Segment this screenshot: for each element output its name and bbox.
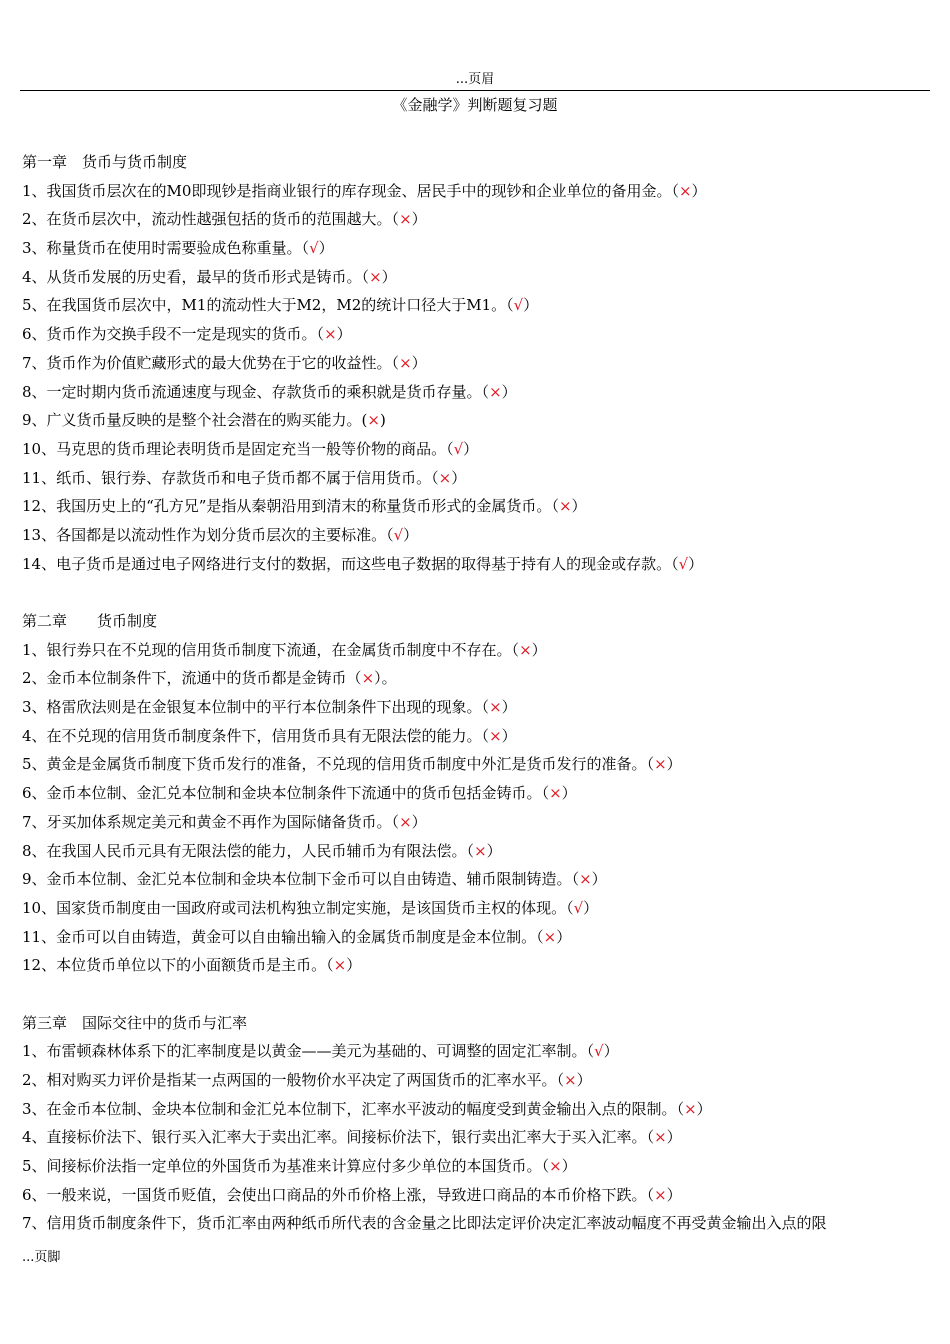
question-text: 6、货币作为交换手段不一定是现实的货币。 bbox=[22, 325, 317, 344]
answer-mark: × bbox=[324, 325, 337, 344]
answer-mark: × bbox=[369, 267, 382, 286]
question-item bbox=[22, 1037, 932, 1066]
question-text: 13、各国都是以流动性作为划分货币层次的主要标准。 bbox=[22, 525, 387, 544]
question-item bbox=[22, 894, 932, 923]
answer-bracket: ） bbox=[531, 640, 547, 659]
question-text: 2、在货币层次中，流动性越强包括的货币的范围越大。 bbox=[22, 210, 392, 229]
answer-bracket: ） bbox=[576, 1071, 592, 1089]
question-text: 3、在金币本位制、金块本位制和金汇兑本位制下，汇率水平波动的幅度受到黄金输出入点的限制。 bbox=[22, 1099, 677, 1118]
answer-mark: × bbox=[654, 1185, 667, 1204]
question-item bbox=[22, 205, 932, 234]
document-title: 《金融学》判断题复习题 bbox=[392, 96, 558, 114]
answer-bracket: （ bbox=[506, 296, 514, 315]
question-item bbox=[22, 1095, 932, 1124]
answer-bracket: （ bbox=[541, 784, 550, 803]
answer-mark: √ bbox=[594, 1042, 604, 1061]
question-text: 12、我国历史上的“孔方兄”是指从秦朝沿用到清末的称量货币形式的金属货币。 bbox=[22, 497, 552, 516]
answer-mark: × bbox=[489, 698, 502, 717]
question-text: 6、一般来说，一国货币贬值，会使出口商品的外币价格上涨，导致进口商品的本币价格下跌。 bbox=[22, 1185, 647, 1204]
answer-mark: √ bbox=[453, 439, 464, 458]
question-text: 4、在不兑现的信用货币制度条件下，信用货币具有无限法偿的能力。 bbox=[22, 726, 482, 745]
question-text: 3、称量货币在使用时需要验成色称重量。 bbox=[22, 239, 302, 258]
question-item bbox=[22, 521, 932, 550]
answer-mark: √ bbox=[513, 296, 524, 315]
answer-bracket: （ bbox=[566, 898, 574, 917]
question-text: 5、间接标价法指一定单位的外国货币为基准来计算应付多少单位的本国货币。 bbox=[22, 1157, 542, 1176]
question-text: 5、在我国货币层次中，M1的流动性大于M2，M2的统计口径大于M1。 bbox=[22, 296, 507, 315]
answer-bracket: （ bbox=[346, 669, 362, 688]
answer-mark: × bbox=[399, 353, 412, 372]
answer-bracket: （ bbox=[676, 1099, 685, 1118]
answer-bracket: ( bbox=[361, 411, 368, 430]
question-text: 2、金币本位制条件下，流通中的货币都是金铸币 bbox=[22, 669, 347, 688]
question-text: 1、银行券只在不兑现的信用货币制度下流通，在金属货币制度中不存在。 bbox=[22, 640, 512, 659]
section-gap bbox=[22, 578, 932, 607]
page-header: ...页眉 bbox=[455, 72, 495, 87]
answer-bracket: ） bbox=[463, 439, 479, 458]
question-text: 9、广义货币量反映的是整个社会潜在的购买能力。 bbox=[22, 411, 362, 430]
question-item bbox=[22, 664, 932, 693]
answer-bracket: ) bbox=[379, 411, 386, 430]
answer-mark: × bbox=[564, 1071, 577, 1089]
question-item bbox=[22, 320, 932, 349]
chapter-heading: 第三章 国际交往中的货币与汇率 bbox=[22, 1013, 248, 1032]
answer-mark: × bbox=[399, 210, 412, 229]
answer-mark: × bbox=[489, 726, 502, 745]
answer-bracket: ） bbox=[556, 927, 572, 946]
answer-bracket: ） bbox=[666, 1185, 682, 1204]
question-text: 8、一定时期内货币流通速度与现金、存款货币的乘积就是货币存量。 bbox=[22, 382, 482, 401]
answer-bracket: （ bbox=[391, 812, 400, 831]
answer-mark: √ bbox=[393, 525, 404, 544]
question-item bbox=[22, 951, 932, 980]
answer-bracket: ） bbox=[523, 296, 539, 315]
answer-mark: × bbox=[549, 1157, 562, 1176]
question-item bbox=[22, 349, 932, 378]
answer-mark: × bbox=[367, 411, 380, 430]
question-text: 1、布雷顿森林体系下的汇率制度是以黄金——美元为基础的、可调整的固定汇率制。 bbox=[22, 1042, 587, 1061]
answer-bracket: （ bbox=[431, 468, 439, 487]
answer-bracket: ） bbox=[591, 870, 607, 889]
section-gap bbox=[22, 980, 932, 1009]
question-text: 7、货币作为价值贮藏形式的最大优势在于它的收益性。 bbox=[22, 353, 392, 372]
question-item bbox=[22, 722, 932, 751]
question-text: 8、在我国人民币元具有无限法偿的能力，人民币辅币为有限法偿。 bbox=[22, 841, 467, 860]
question-text: 10、国家货币制度由一国政府或司法机构独立制定实施，是该国货币主权的体现。 bbox=[22, 898, 567, 917]
question-item bbox=[22, 693, 932, 722]
answer-bracket: （ bbox=[466, 841, 475, 860]
question-item bbox=[22, 837, 932, 866]
question-item bbox=[22, 464, 932, 493]
question-item bbox=[22, 1209, 932, 1238]
answer-bracket: （ bbox=[646, 755, 655, 774]
answer-bracket: ） bbox=[561, 784, 577, 803]
answer-mark: √ bbox=[573, 898, 584, 917]
answer-bracket: （ bbox=[481, 698, 490, 717]
answer-bracket: ） bbox=[346, 956, 362, 975]
answer-bracket: （ bbox=[646, 1128, 655, 1147]
answer-bracket: （ bbox=[671, 181, 679, 200]
answer-bracket: ） bbox=[688, 554, 704, 573]
answer-mark: × bbox=[654, 1128, 667, 1147]
question-item bbox=[22, 378, 932, 407]
answer-bracket: ） bbox=[501, 382, 517, 401]
answer-bracket: （ bbox=[391, 210, 400, 229]
question-text: 3、格雷欣法则是在金银复本位制中的平行本位制条件下出现的现象。 bbox=[22, 698, 482, 717]
answer-bracket: ） bbox=[411, 210, 427, 229]
question-text: 9、金币本位制、金汇兑本位制和金块本位制下金币可以自由铸造、辅币限制铸造。 bbox=[22, 870, 572, 889]
answer-bracket: ） bbox=[571, 497, 587, 516]
answer-mark: × bbox=[438, 468, 452, 487]
answer-bracket: （ bbox=[446, 439, 454, 458]
answer-bracket: （ bbox=[316, 325, 325, 344]
answer-mark: × bbox=[684, 1099, 697, 1118]
question-item bbox=[22, 435, 932, 464]
answer-bracket: （ bbox=[301, 239, 310, 258]
answer-bracket: ） bbox=[403, 525, 419, 544]
question-item bbox=[22, 923, 932, 952]
question-text: 1、我国货币层次在的M0即现钞是指商业银行的库存现金、居民手中的现钞和企业单位的备用金。 bbox=[22, 181, 672, 200]
question-item bbox=[22, 550, 932, 579]
chapter-heading: 第二章 货币制度 bbox=[22, 612, 158, 630]
answer-bracket: ） bbox=[486, 841, 502, 860]
answer-bracket: ） bbox=[603, 1042, 619, 1061]
answer-mark: × bbox=[543, 927, 557, 946]
answer-bracket: ） bbox=[411, 353, 427, 372]
answer-bracket: ） bbox=[691, 181, 707, 200]
answer-mark: × bbox=[558, 497, 572, 516]
answer-bracket: ） bbox=[666, 755, 682, 774]
question-text: 5、黄金是金属货币制度下货币发行的准备，不兑现的信用货币制度中外汇是货币发行的准备。 bbox=[22, 755, 647, 774]
document-body bbox=[22, 148, 932, 1238]
question-text: 11、纸币、银行券、存款货币和电子货币都不属于信用货币。 bbox=[22, 468, 432, 487]
answer-mark: √ bbox=[309, 239, 319, 258]
question-item bbox=[22, 177, 932, 206]
question-text: 7、牙买加体系规定美元和黄金不再作为国际储备货币。 bbox=[22, 812, 392, 831]
answer-bracket: （ bbox=[361, 267, 370, 286]
header-divider bbox=[20, 90, 930, 91]
answer-bracket: （ bbox=[571, 870, 580, 889]
answer-bracket: （ bbox=[536, 927, 544, 946]
answer-mark: × bbox=[474, 841, 487, 860]
question-item bbox=[22, 234, 932, 263]
answer-bracket: （ bbox=[386, 525, 394, 544]
question-text: 10、马克思的货币理论表明货币是固定充当一般等价物的商品。 bbox=[22, 439, 447, 458]
question-text: 4、直接标价法下、银行买入汇率大于卖出汇率。间接标价法下，银行卖出汇率大于买入汇率。 bbox=[22, 1128, 647, 1147]
question-text: 12、本位货币单位以下的小面额货币是主币。 bbox=[22, 956, 327, 975]
question-item bbox=[22, 750, 932, 779]
answer-bracket: （ bbox=[586, 1042, 595, 1061]
question-item bbox=[22, 406, 932, 435]
answer-bracket: ） bbox=[501, 698, 517, 717]
answer-mark: × bbox=[549, 784, 562, 803]
answer-bracket: ） bbox=[381, 267, 397, 286]
answer-bracket: ） bbox=[336, 325, 352, 344]
question-text: 4、从货币发展的历史看，最早的货币形式是铸币。 bbox=[22, 267, 362, 286]
question-item bbox=[22, 1066, 932, 1095]
question-item bbox=[22, 808, 932, 837]
answer-bracket: （ bbox=[511, 640, 520, 659]
question-text: 11、金币可以自由铸造，黄金可以自由输出输入的金属货币制度是金本位制。 bbox=[22, 927, 537, 946]
answer-bracket: ）。 bbox=[374, 669, 397, 688]
question-text: 14、电子货币是通过电子网络进行支付的数据，而这些电子数据的取得基于持有人的现金或存款。 bbox=[22, 554, 672, 573]
answer-mark: × bbox=[519, 640, 532, 659]
question-item bbox=[22, 1123, 932, 1152]
answer-bracket: （ bbox=[481, 382, 490, 401]
answer-bracket: ） bbox=[666, 1128, 682, 1147]
answer-bracket: （ bbox=[671, 554, 679, 573]
question-item bbox=[22, 1152, 932, 1181]
answer-bracket: ） bbox=[451, 468, 467, 487]
answer-bracket: （ bbox=[551, 497, 559, 516]
question-item bbox=[22, 492, 932, 521]
page-footer: ...页脚 bbox=[22, 1250, 61, 1265]
answer-mark: × bbox=[361, 669, 375, 688]
answer-bracket: ） bbox=[318, 239, 334, 258]
answer-bracket: ） bbox=[583, 898, 599, 917]
answer-bracket: （ bbox=[646, 1185, 655, 1204]
question-item bbox=[22, 779, 932, 808]
answer-bracket: （ bbox=[481, 726, 490, 745]
question-item bbox=[22, 291, 932, 320]
answer-bracket: ） bbox=[696, 1099, 712, 1118]
answer-mark: × bbox=[654, 755, 667, 774]
answer-bracket: （ bbox=[556, 1071, 565, 1089]
answer-mark: × bbox=[579, 870, 592, 889]
question-item bbox=[22, 636, 932, 665]
answer-mark: × bbox=[678, 181, 692, 200]
answer-bracket: （ bbox=[391, 353, 400, 372]
answer-bracket: （ bbox=[541, 1157, 550, 1176]
answer-mark: × bbox=[333, 956, 347, 975]
question-text: 7、信用货币制度条件下，货币汇率由两种纸币所代表的含金量之比即法定评价决定汇率波动幅度不再受黄金输出入点的限 bbox=[22, 1214, 827, 1233]
answer-bracket: ） bbox=[561, 1157, 577, 1176]
answer-mark: × bbox=[489, 382, 502, 401]
question-text: 2、相对购买力评价是指某一点两国的一般物价水平决定了两国货币的汇率水平。 bbox=[22, 1071, 557, 1089]
chapter-heading: 第一章 货币与货币制度 bbox=[22, 153, 188, 171]
question-item bbox=[22, 263, 932, 292]
answer-bracket: （ bbox=[326, 956, 334, 975]
question-item bbox=[22, 865, 932, 894]
answer-mark: √ bbox=[678, 554, 689, 573]
question-text: 6、金币本位制、金汇兑本位制和金块本位制条件下流通中的货币包括金铸币。 bbox=[22, 784, 542, 803]
answer-bracket: ） bbox=[501, 726, 517, 745]
question-item bbox=[22, 1181, 932, 1210]
answer-mark: × bbox=[399, 812, 412, 831]
answer-bracket: ） bbox=[411, 812, 427, 831]
